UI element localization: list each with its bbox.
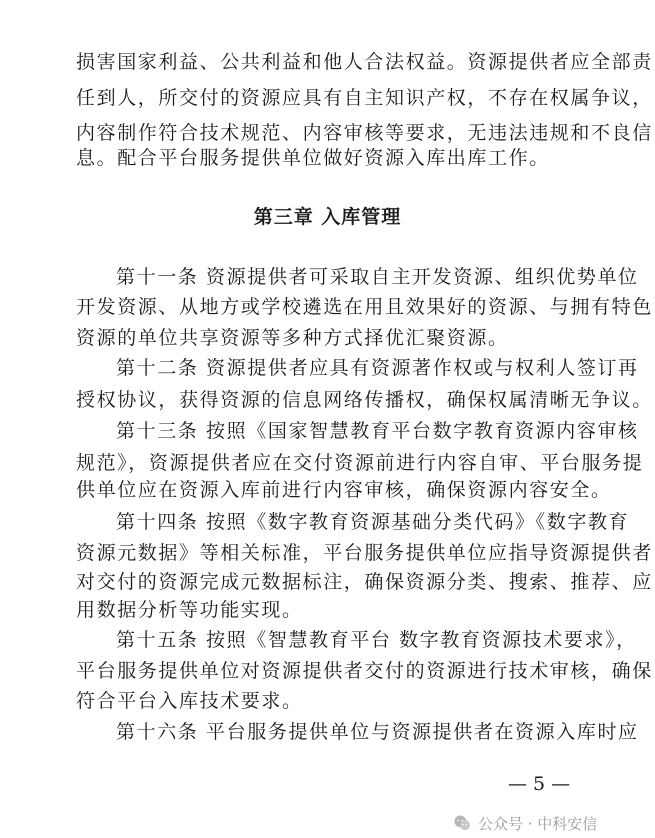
article-12-line: 授权协议，获得资源的信息网络传播权，确保权属清晰无争议。	[76, 389, 653, 411]
page-number: — 5 —	[508, 773, 571, 795]
watermark-text: 公众号 · 中科安信	[478, 814, 598, 833]
article-14-line: 用数据分析等功能实现。	[76, 599, 303, 621]
article-14-line: 对交付的资源完成元数据标注，确保资源分类、搜索、推荐、应	[76, 571, 653, 593]
article-13-line: 供单位应在资源入库前进行内容审核，确保资源内容安全。	[76, 479, 612, 501]
paragraph-line: 损害国家利益、公共利益和他人合法权益。资源提供者应全部责	[76, 51, 653, 73]
article-13-line: 规范》，资源提供者应在交付资源前进行内容自审、平台服务提	[76, 452, 644, 474]
wechat-icon	[452, 813, 472, 833]
article-16-line: 第十六条 平台服务提供单位与资源提供者在资源入库时应	[116, 721, 639, 743]
chapter-title: 第三章 入库管理	[253, 206, 402, 228]
article-15-line: 第十五条 按照《智慧教育平台 数字教育资源技术要求》，	[116, 629, 637, 651]
article-13-line: 第十三条 按照《国家智慧教育平台数字教育资源内容审核	[116, 420, 639, 442]
paragraph-line: 息。配合平台服务提供单位做好资源入库出库工作。	[76, 147, 550, 169]
article-11-line: 第十一条 资源提供者可采取自主开发资源、组织优势单位	[116, 266, 639, 288]
article-15-line: 符合平台入库技术要求。	[76, 690, 303, 712]
article-14-line: 资源元数据》等相关标准，平台服务提供单位应指导资源提供者	[76, 542, 653, 564]
article-12-line: 第十二条 资源提供者应具有资源著作权或与权利人签订再	[116, 357, 639, 379]
paragraph-line: 内容制作符合技术规范、内容审核等要求，无违法违规和不良信	[76, 122, 653, 144]
watermark	[452, 812, 597, 834]
article-11-line: 资源的单位共享资源等多种方式择优汇聚资源。	[76, 327, 509, 349]
article-11-line: 开发资源、从地方或学校遴选在用且效果好的资源、与拥有特色	[76, 296, 653, 318]
paragraph-line: 任到人，所交付的资源应具有自主知识产权，不存在权属争议，	[76, 87, 653, 109]
article-15-line: 平台服务提供单位对资源提供者交付的资源进行技术审核，确保	[76, 660, 653, 682]
article-14-line: 第十四条 按照《数字教育资源基础分类代码》《数字教育	[116, 511, 630, 533]
